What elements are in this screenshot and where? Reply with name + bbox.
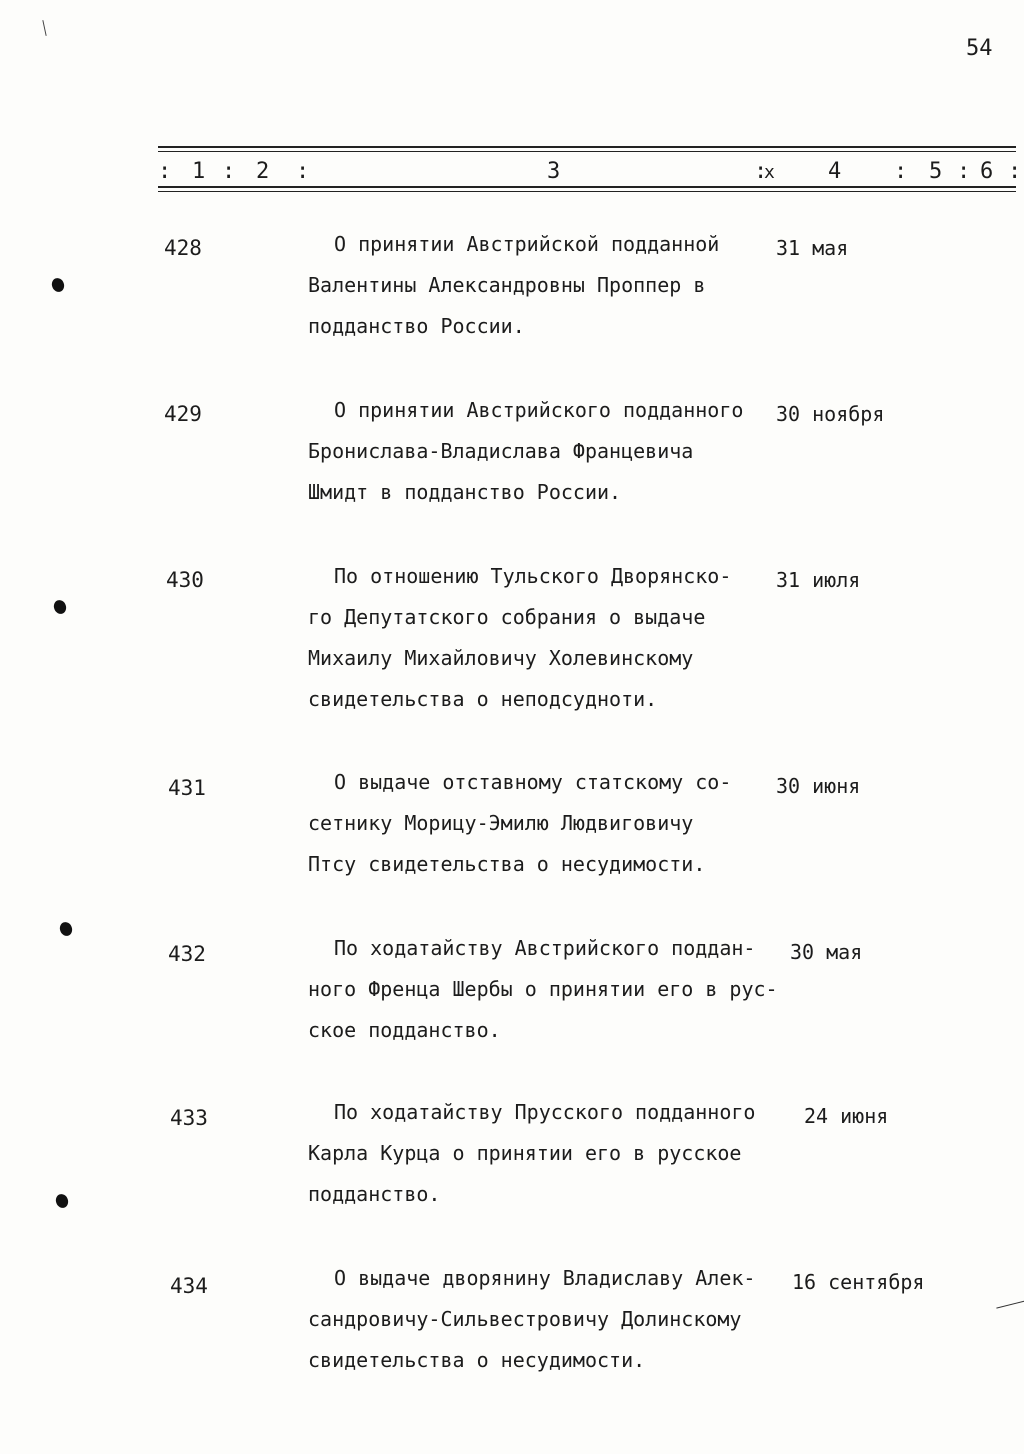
page-number: 54 [966, 36, 993, 61]
entry-description [308, 762, 778, 885]
entry-line: Валентины Александровны Проппер в [308, 273, 706, 297]
entry-date: 24 июня [804, 1104, 889, 1128]
entry-line: сетнику Морицу-Эмилю Людвиговичу [308, 811, 694, 835]
entry-line: ское подданство. [308, 1018, 501, 1042]
entry-number: 432 [168, 942, 206, 966]
entry-description [308, 1258, 778, 1381]
entry-line: свидетельства о несудимости. [308, 1348, 646, 1372]
header-separator: : [957, 159, 971, 184]
margin-tick-mark [42, 20, 46, 36]
entry-line: О принятии Австрийского подданного [334, 398, 744, 422]
header-separator: : [158, 159, 172, 184]
header-separator: : [296, 159, 310, 184]
punch-hole-mark [58, 920, 74, 937]
entry-line: О выдаче дворянину Владиславу Алек- [334, 1266, 756, 1290]
entry-date: 16 сентября [792, 1270, 925, 1294]
header-col-6: 6 [980, 159, 994, 184]
header-col-3: 3 [547, 159, 561, 184]
entry-date: 30 мая [790, 940, 863, 964]
entry-date: 30 июня [776, 774, 861, 798]
entry-description [308, 1092, 778, 1215]
entry-number: 434 [170, 1274, 208, 1298]
punch-hole-mark [52, 598, 68, 615]
punch-hole-mark [54, 1192, 70, 1209]
header-rule-top-inner [158, 151, 1016, 152]
entry-number: 433 [170, 1106, 208, 1130]
entry-line: ного Френца Шербы о принятии его в рус- [308, 977, 778, 1001]
entry-line: Михаилу Михайловичу Холевинскому [308, 646, 694, 670]
entry-number: 430 [166, 568, 204, 592]
entry-number: 429 [164, 402, 202, 426]
entry-date: 31 мая [776, 236, 849, 260]
entry-date: 31 июля [776, 568, 861, 592]
entry-line: По ходатайству Австрийского поддан- [334, 936, 756, 960]
entry-description [308, 928, 778, 1051]
header-separator: : [894, 159, 908, 184]
header-col-4-prefix: x [764, 162, 775, 183]
header-rule-bottom-inner [158, 191, 1016, 192]
entry-description [308, 556, 778, 720]
entry-line: подданство России. [308, 314, 525, 338]
entry-description [308, 224, 778, 347]
header-rule-bottom [158, 186, 1016, 188]
header-separator: : [754, 159, 768, 184]
entry-number: 428 [164, 236, 202, 260]
header-rule-top [158, 146, 1016, 148]
punch-hole-mark [50, 276, 66, 293]
entry-line: свидетельства о неподсудноти. [308, 687, 658, 711]
entry-line: По отношению Тульского Дворянско- [334, 564, 732, 588]
margin-pen-mark [996, 1300, 1024, 1308]
entry-line: О принятии Австрийской подданной [334, 232, 720, 256]
entry-number: 431 [168, 776, 206, 800]
entry-line: го Депутатского собрания о выдаче [308, 605, 706, 629]
header-col-4: 4 [828, 159, 842, 184]
header-col-2: 2 [256, 159, 270, 184]
entry-line: Птсу свидетельства о несудимости. [308, 852, 706, 876]
header-col-5: 5 [929, 159, 943, 184]
entry-line: О выдаче отставному статскому со- [334, 770, 732, 794]
entry-line: Шмидт в подданство России. [308, 480, 622, 504]
entry-line: сандровичу-Сильвестровичу Долинскому [308, 1307, 742, 1331]
header-separator: : [222, 159, 236, 184]
entry-line: По ходатайству Прусского подданного [334, 1100, 756, 1124]
entry-date: 30 ноября [776, 402, 885, 426]
header-separator: : [1008, 159, 1022, 184]
entry-line: Карла Курца о принятии его в русское [308, 1141, 742, 1165]
header-col-1: 1 [192, 159, 206, 184]
entry-line: Бронислава-Владислава Францевича [308, 439, 694, 463]
entry-description [308, 390, 778, 513]
entry-line: подданство. [308, 1182, 441, 1206]
